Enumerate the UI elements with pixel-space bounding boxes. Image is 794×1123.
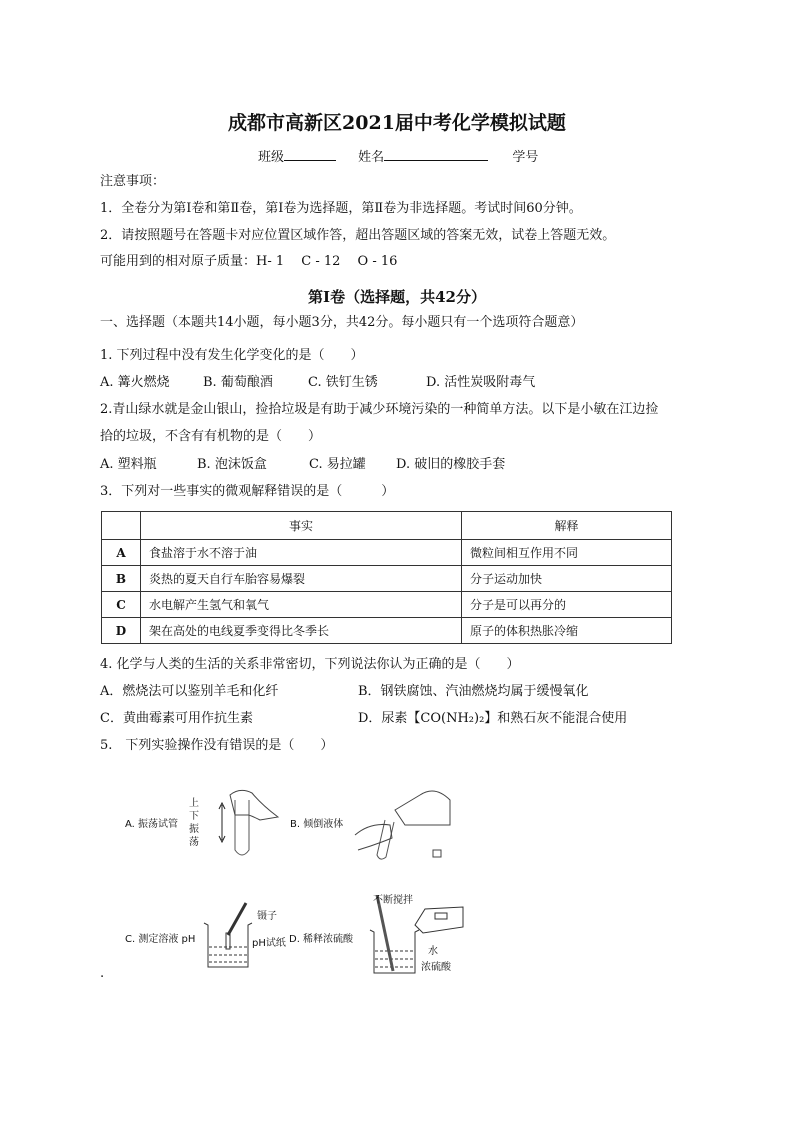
fig-d-label: D. 稀释浓硫酸 [289,934,354,945]
row-key: B [102,566,141,592]
fig-c-tweezers: 镊子 [257,911,277,922]
name-field[interactable] [384,147,488,161]
q2-option-c: C. 易拉罐 [309,457,366,472]
fig-b-label: B. 倾倒液体 [290,819,344,830]
shaking-test-tube-illustration [200,785,280,860]
row-key: D [102,618,141,644]
q2-option-a: A. 塑料瓶 [100,457,157,472]
q4-option-c: C．黄曲霉素可用作抗生素 [100,711,253,726]
class-label: 班级 [258,150,285,165]
fig-a-note-4: 荡 [189,837,199,848]
q4-option-b: B．钢铁腐蚀、汽油燃烧均属于缓慢氧化 [358,684,589,699]
q2-stem-1: 2.青山绿水就是金山银山，捡拾垃圾是有助于减少环境污染的一种简单方法。以下是小敏在江边捡 [100,402,659,417]
row-explanation: 微粒间相互作用不同 [462,540,672,566]
trailing-dot: . [100,966,105,981]
row-explanation: 原子的体积热胀冷缩 [462,618,672,644]
q2-stem-2: 拾的垃圾，不含有有机物的是（ ） [100,429,322,444]
table-row [102,618,672,644]
fig-d-acid: 浓硫酸 [421,962,451,973]
q1-option-a: A. 篝火燃烧 [100,375,170,390]
atomic-mass: 可能用到的相对原子质量：H- 1 C - 12 O - 16 [100,254,398,269]
header-blank [102,512,141,540]
ph-test-illustration [200,895,260,970]
fig-c-paper: pH试纸 [252,938,286,949]
table-row [102,566,672,592]
q1-stem: 1. 下列过程中没有发生化学变化的是（ ） [100,348,364,363]
fig-a-label: A. 振荡试管 [125,819,179,830]
row-fact: 架在高处的电线夏季变得比冬季长 [141,618,462,644]
q1-option-d: D. 活性炭吸附毒气 [426,375,536,390]
pouring-liquid-illustration [350,780,460,865]
page-title: 成都市高新区2021届中考化学模拟试题 [228,112,566,134]
fig-c-label: C. 测定溶液 pH [125,934,196,945]
header-fact: 事实 [141,512,462,540]
note-2: 2．请按照题号在答题卡对应位置区域作答，超出答题区域的答案无效，试卷上答题无效。 [100,228,616,243]
row-fact: 水电解产生氢气和氧气 [141,592,462,618]
row-fact: 炎热的夏天自行车胎容易爆裂 [141,566,462,592]
q4-stem: 4. 化学与人类的生活的关系非常密切，下列说法你认为正确的是（ ） [100,657,520,672]
fig-a-note-2: 下 [189,811,199,822]
section-title: 第Ⅰ卷（选择题，共42分） [308,288,486,306]
q2-option-d: D. 破旧的橡胶手套 [396,457,506,472]
q3-table [101,511,672,644]
name-label: 姓名 [358,150,385,165]
q4-option-d: D．尿素【CO(NH₂)₂】和熟石灰不能混合使用 [358,711,628,726]
header-explanation: 解释 [462,512,672,540]
row-fact: 食盐溶于水不溶于油 [141,540,462,566]
q3-stem: 3．下列对一些事实的微观解释错误的是（ ） [100,484,395,499]
table-row [102,540,672,566]
table-row [102,592,672,618]
fig-d-stir: 不断搅拌 [373,895,413,906]
row-key: C [102,592,141,618]
q4-option-a: A．燃烧法可以鉴别羊毛和化纤 [100,684,279,699]
table-header [102,512,672,540]
q1-option-c: C. 铁钉生锈 [308,375,378,390]
part-intro: 一、选择题（本题共14小题，每小题3分，共42分。每小题只有一个选项符合题意） [100,315,584,330]
notes-heading: 注意事项： [100,174,166,189]
q2-option-b: B. 泡沫饭盒 [197,457,267,472]
q1-option-b: B. 葡萄酿酒 [203,375,273,390]
row-explanation: 分子运动加快 [462,566,672,592]
row-explanation: 分子是可以再分的 [462,592,672,618]
row-key: A [102,540,141,566]
fig-a-note-3: 振 [189,824,199,835]
note-1: 1．全卷分为第Ⅰ卷和第Ⅱ卷，第Ⅰ卷为选择题，第Ⅱ卷为非选择题。考试时间60分钟。 [100,201,582,216]
fig-a-note-1: 上 [189,798,199,809]
id-label: 学号 [512,150,539,165]
student-info-line [258,147,538,167]
fig-d-water: 水 [428,946,438,957]
class-field[interactable] [284,147,336,161]
q5-stem: 5. 下列实验操作没有错误的是（ ） [100,738,334,753]
